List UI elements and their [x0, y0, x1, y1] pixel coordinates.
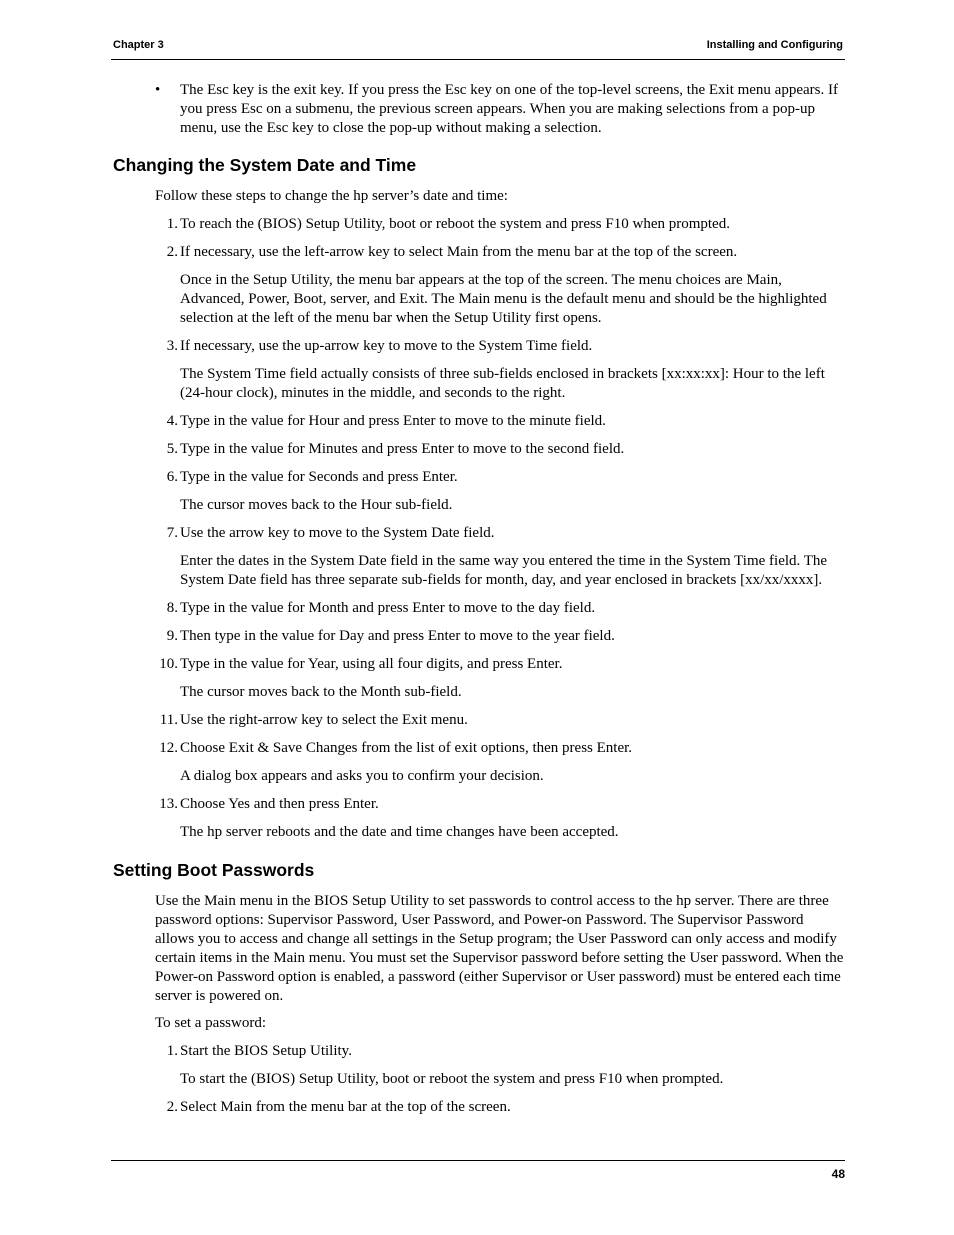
step-number: 13.: [159, 796, 178, 812]
step-13-note: The hp server reboots and the date and time changes have been accepted.: [180, 824, 619, 840]
section-intro: Follow these steps to change the hp server’s date and time:: [155, 188, 508, 204]
bullet-text: The Esc key is the exit key. If you press the Esc key on one of the top-level screens, the Exit menu appears. If you press Esc on a submenu, the previous screen appears. When you are making selections from a pop-up menu, use the Esc key to close the pop-up without making a selection.: [180, 82, 838, 136]
step-text: To reach the (BIOS) Setup Utility, boot or reboot the system and press F10 when prompted.: [180, 216, 730, 232]
step-number: 3.: [166, 338, 178, 354]
step-number: 8.: [166, 600, 178, 616]
step-number: 12.: [159, 740, 178, 756]
page-header: [111, 39, 845, 60]
passwords-lead: To set a password:: [155, 1015, 267, 1031]
passwords-intro: Use the Main menu in the BIOS Setup Utility to set passwords to control access to the hp server. There are three password options: Supervisor Password, User Password, and Power-on Password. The Supervisor Password allows you to access and change all settings in the Setup program; the User Password can only access and modify certain items in the Main menu. You must set the Supervisor password before setting the User password. When the Power-on Password option is enabled, a password (either Supervisor or User password) must be entered each time server is powered on.: [155, 893, 844, 1004]
page-footer: [111, 1160, 845, 1181]
section-heading-boot-passwords: Setting Boot Passwords: [113, 860, 315, 880]
step-text: Choose Yes and then press Enter.: [180, 796, 379, 812]
step-text: Type in the value for Year, using all four digits, and press Enter.: [180, 656, 563, 672]
step-number: 6.: [166, 469, 178, 485]
section-heading-date-time: Changing the System Date and Time: [113, 155, 417, 175]
step-number: 1.: [166, 216, 178, 232]
step-number: 2.: [166, 244, 178, 260]
step-number: 10.: [159, 656, 178, 672]
step-10-note: The cursor moves back to the Month sub-field.: [180, 684, 462, 700]
step-number: 7.: [166, 525, 178, 541]
chapter-title: Installing and Configuring: [706, 39, 843, 51]
step-text: Type in the value for Hour and press Enter to move to the minute field.: [180, 413, 606, 429]
password-step-1-note: To start the (BIOS) Setup Utility, boot or reboot the system and press F10 when prompted.: [180, 1071, 724, 1087]
step-text: Start the BIOS Setup Utility.: [180, 1043, 352, 1059]
step-text: Type in the value for Minutes and press Enter to move to the second field.: [180, 441, 625, 457]
step-number: 1.: [166, 1043, 178, 1059]
page-number: 48: [831, 1167, 845, 1181]
step-text: Type in the value for Seconds and press Enter.: [180, 469, 458, 485]
step-text: Select Main from the menu bar at the top of the screen.: [180, 1099, 511, 1115]
step-2-note: Once in the Setup Utility, the menu bar appears at the top of the screen. The menu choices are Main, Advanced, Power, Boot, server, and Exit. The Main menu is the default menu and should be the highlighted selection at the left of the menu bar when the Setup Utility first opens.: [180, 272, 827, 326]
step-6-note: The cursor moves back to the Hour sub-field.: [180, 497, 453, 513]
chapter-label: Chapter 3: [113, 39, 164, 51]
step-7-note: Enter the dates in the System Date field in the same way you entered the time in the System Time field. The System Date field has three separate sub-fields for month, day, and year enclosed in brackets [xx/xx/xxxx].: [180, 553, 828, 588]
step-text: If necessary, use the up-arrow key to move to the System Time field.: [180, 338, 593, 354]
step-number: 2.: [166, 1099, 178, 1115]
step-text: Use the right-arrow key to select the Exit menu.: [180, 712, 468, 728]
step-number: 5.: [166, 441, 178, 457]
step-12-note: A dialog box appears and asks you to confirm your decision.: [180, 768, 544, 784]
step-text: Then type in the value for Day and press Enter to move to the year field.: [180, 628, 615, 644]
step-text: Type in the value for Month and press Enter to move to the day field.: [180, 600, 596, 616]
step-3-note: The System Time field actually consists of three sub-fields enclosed in brackets [xx:xx:xx]: Hour to the left (24-hour clock), minutes in the middle, and seconds to the right.: [180, 366, 825, 401]
bullet-symbol: •: [155, 82, 161, 98]
step-number: 9.: [166, 628, 178, 644]
step-text: Use the arrow key to move to the System Date field.: [180, 525, 495, 541]
step-number: 4.: [166, 413, 178, 429]
step-number: 11.: [159, 712, 178, 728]
step-text: Choose Exit & Save Changes from the list of exit options, then press Enter.: [180, 740, 633, 756]
step-text: If necessary, use the left-arrow key to select Main from the menu bar at the top of the screen.: [180, 244, 738, 260]
